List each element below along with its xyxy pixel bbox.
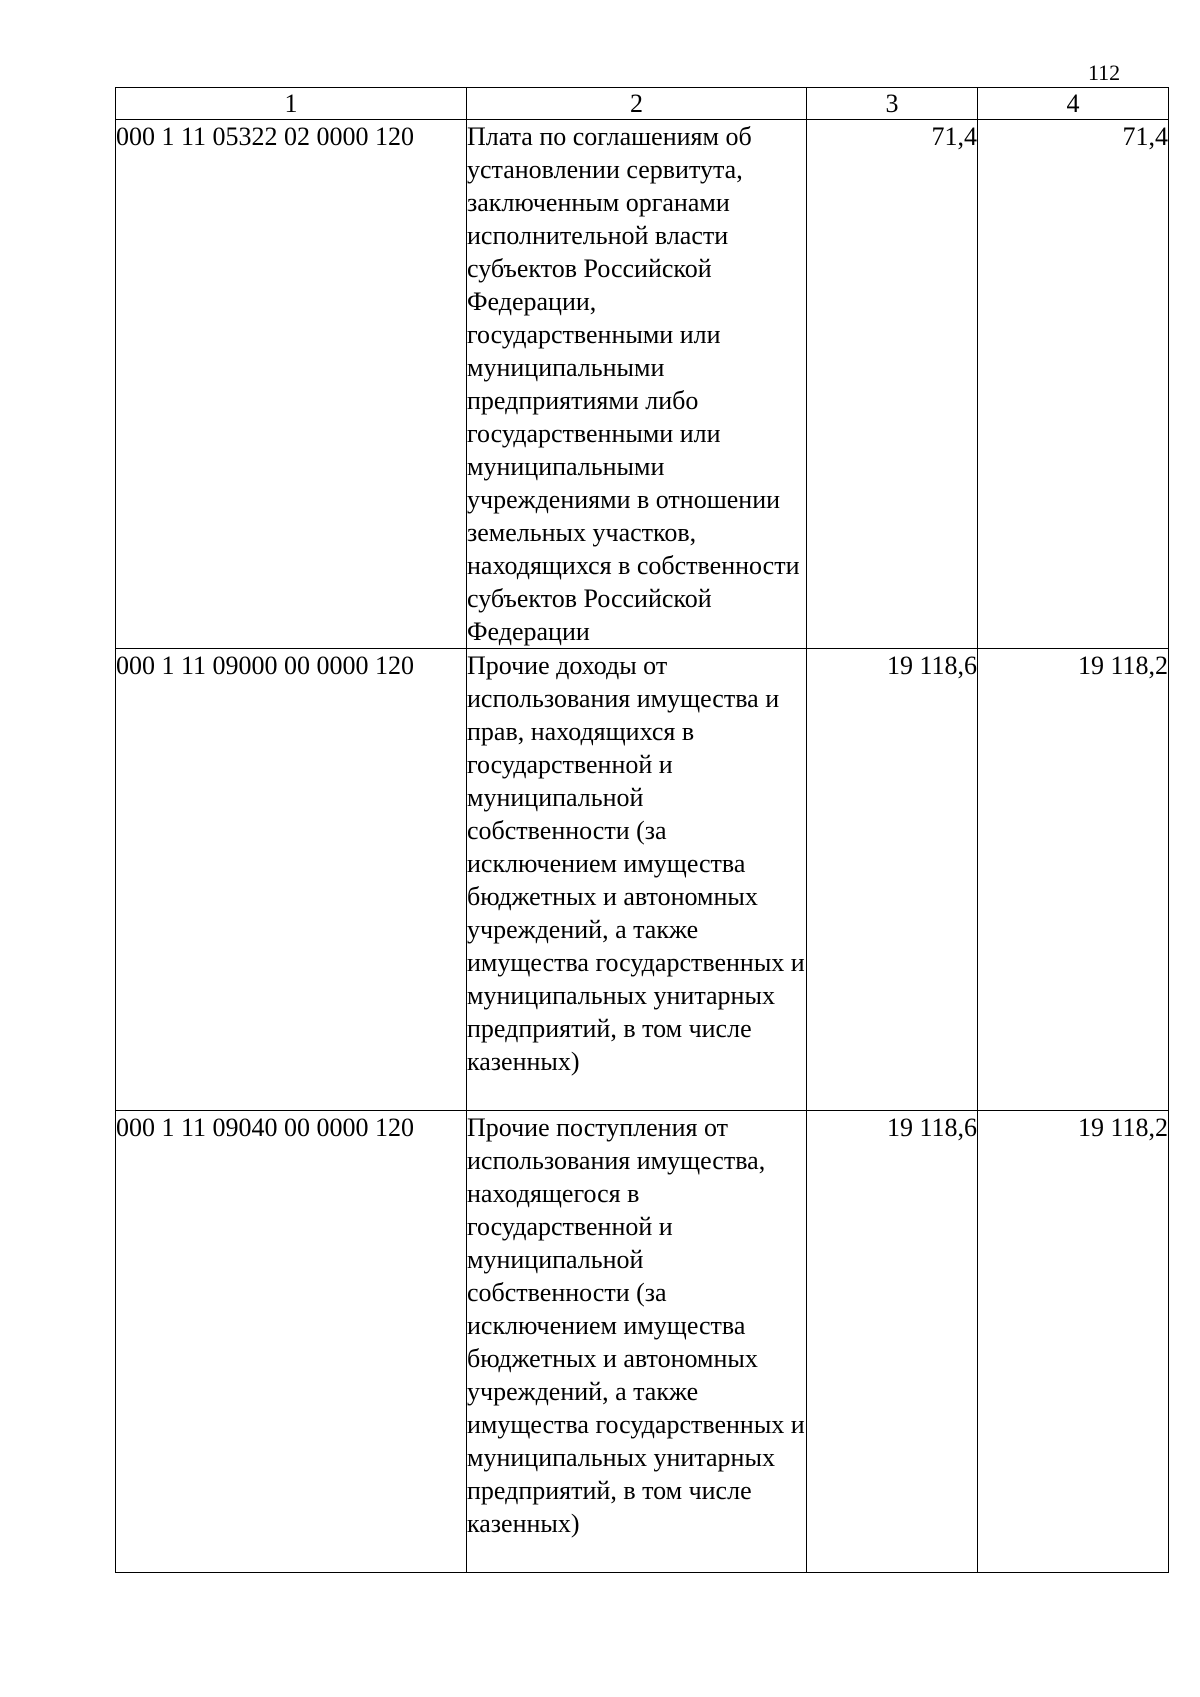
table-row (116, 120, 1169, 649)
page-number: 112 (1088, 60, 1121, 85)
income-description: Плата по соглашениям об установлении сервитута, заключенным органами исполнительной власти субъектов Российской Федерации, государственными или муниципальными предприятиями либо государственными или муниципальными учреждениями в отношении земельных участков, находящихся в собственности субъектов Российской Федерации (467, 120, 807, 649)
budget-code: 000 1 11 09040 00 0000 120 (116, 1111, 467, 1573)
budget-code: 000 1 11 05322 02 0000 120 (116, 120, 467, 649)
budget-table (115, 87, 1169, 1573)
amount-col-4: 71,4 (978, 120, 1169, 649)
header-col-2: 2 (467, 88, 807, 120)
table-row (116, 1111, 1169, 1573)
header-col-1: 1 (116, 88, 467, 120)
amount-col-4: 19 118,2 (978, 649, 1169, 1111)
header-row (116, 88, 1169, 120)
header-col-3: 3 (807, 88, 978, 120)
amount-col-3: 71,4 (807, 120, 978, 649)
income-description: Прочие доходы от использования имущества и прав, находящихся в государственной и муниципальной собственности (за исключением имущества бюджетных и автономных учреждений, а также имущества государственных и муниципальных унитарных предприятий, в том числе казенных) (467, 649, 807, 1111)
amount-col-4: 19 118,2 (978, 1111, 1169, 1573)
header-col-4: 4 (978, 88, 1169, 120)
amount-col-3: 19 118,6 (807, 1111, 978, 1573)
amount-col-3: 19 118,6 (807, 649, 978, 1111)
budget-code: 000 1 11 09000 00 0000 120 (116, 649, 467, 1111)
table-row (116, 649, 1169, 1111)
income-description: Прочие поступления от использования имущества, находящегося в государственной и муниципальной собственности (за исключением имущества бюджетных и автономных учреждений, а также имущества государственных и муниципальных унитарных предприятий, в том числе казенных) (467, 1111, 807, 1573)
